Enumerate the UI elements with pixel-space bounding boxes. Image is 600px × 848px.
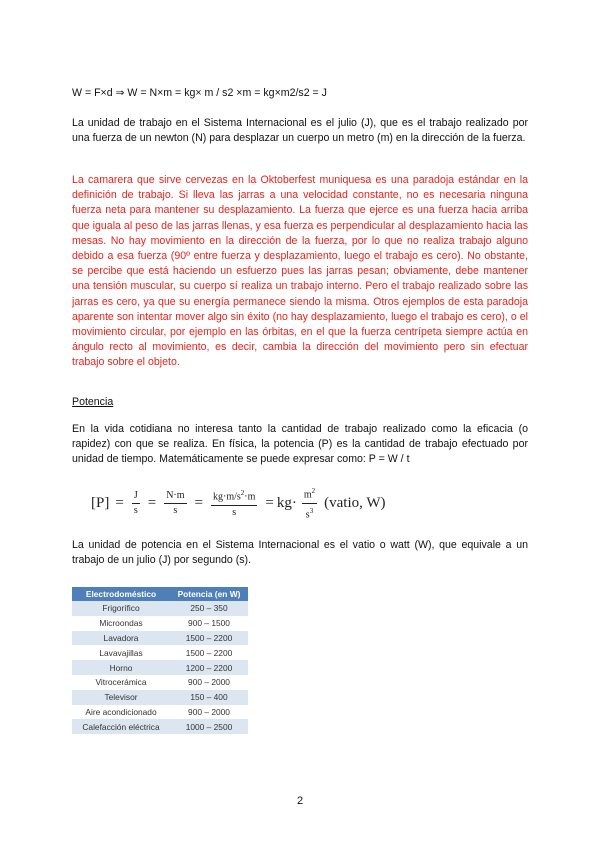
eq-sign-1: = [115, 494, 124, 511]
table-cell-power: 1200 – 2200 [170, 660, 248, 675]
paragraph-watt-definition: La unidad de potencia en el Sistema Internacional es el vatio o watt (W), que equivale a un trabajo de un julio (J) por segundo (s). [72, 539, 528, 567]
eq-f3-num-b: ·m [244, 491, 256, 503]
eq-f3-denominator: s [232, 506, 237, 518]
table-cell-power: 1000 – 2500 [170, 719, 248, 734]
eq-f4-denominator [306, 504, 313, 521]
table-cell-appliance: Calefacción eléctrica [72, 719, 170, 734]
table-cell-appliance: Horno [72, 660, 170, 675]
table-header-power: Potencia (en W) [170, 587, 248, 601]
eq-fraction-newton-metre [164, 490, 186, 517]
table-cell-power: 150 – 400 [170, 690, 248, 705]
table-cell-appliance: Lavadora [72, 631, 170, 646]
eq-rhs-unit: (vatio, W) [324, 494, 386, 511]
page-number: 2 [296, 795, 304, 807]
eq-sign-4: = [265, 494, 274, 511]
paragraph-oktoberfest-paradox: La camarera que sirve cervezas en la Oktoberfest muniquesa es una paradoja estándar en la definición de trabajo. Si lleva las jarras a una velocidad constante, no es necesaria ninguna fuerza neta para mantener su desplazamiento. La fuerza que ejerce es una fuerza hacia arriba que iguala al peso de las jarras llenas, y esa fuerza es perpendicular al desplazamiento hacia las mesas. No hay movimiento en la dirección de la fuerza, por lo que no realiza trabajo alguno debido a esa fuerza (90º entre fuerza y desplazamiento, luego el trabajo es cero). No obstante, se percibe que está haciendo un esfuerzo pues las jarras pesan; obviamente, debe mantener una tensión muscular, su cuerpo sí realiza un trabajo interno. Pero el trabajo realizado sobre las jarras es cero, ya que su energía permanece siendo la misma. Otros ejemplos de esta paradoja aparente son intentar mover algo sin éxito (no hay desplazamiento, luego el trabajo es cero), o el movimiento circular, por ejemplo en las órbitas, en el que la fuerza centrípeta siempre actúa en ángulo recto al movimiento, es decir, cambia la dirección del movimiento pero sin efectuar trabajo sobre el objeto. [72, 174, 528, 369]
table-header-row [72, 587, 248, 601]
table-cell-power: 900 – 2000 [170, 675, 248, 690]
eq-lhs: [P] [91, 494, 110, 511]
table-cell-appliance: Vitrocerámica [72, 675, 170, 690]
eq-fraction-kg-m-s2 [211, 487, 257, 518]
table-cell-appliance: Microondas [72, 616, 170, 631]
eq-fraction-joule [132, 490, 140, 517]
eq-f2-numerator: N·m [164, 490, 186, 504]
table-cell-power: 1500 – 2200 [170, 631, 248, 646]
eq-f3-num-sup: 2 [240, 489, 245, 498]
table-cell-appliance: Televisor [72, 690, 170, 705]
table-row [72, 631, 248, 646]
eq-f1-numerator: J [132, 490, 140, 504]
table-cell-appliance: Frigorífico [72, 601, 170, 616]
eq-f3-numerator [211, 487, 257, 505]
power-units-equation [88, 480, 386, 526]
eq-f2-denominator: s [173, 504, 178, 516]
table-row [72, 660, 248, 675]
table-row [72, 719, 248, 734]
paragraph-power-definition: En la vida cotidiana no interesa tanto la cantidad de trabajo realizado como la eficacia (o rapidez) con que se realiza. En física, la potencia (P) es la cantidad de trabajo efectuado por unidad de tiempo. Matemáticamente se puede expresar como: P = W / t [72, 423, 528, 466]
eq-rhs-kg: kg· [276, 494, 297, 511]
table-row [72, 601, 248, 616]
table-cell-power: 250 – 350 [170, 601, 248, 616]
eq-sign-2: = [147, 494, 157, 511]
eq-f4-den-sup: 3 [309, 506, 314, 515]
appliance-power-table [72, 587, 248, 734]
eq-f4-den-a: s [305, 508, 310, 520]
table-row [72, 690, 248, 705]
table-row [72, 675, 248, 690]
table-cell-power: 900 – 1500 [170, 616, 248, 631]
eq-f4-num-sup: 2 [311, 487, 316, 496]
eq-fraction-m2-s3 [302, 485, 317, 521]
eq-sign-3: = [194, 494, 203, 511]
eq-f4-num-a: m [303, 489, 312, 501]
work-formula-line: W = F×d ⇒ W = N×m = kg× m / s2 ×m = kg×m2/s2 = J [72, 87, 327, 99]
table-row [72, 705, 248, 720]
eq-f1-denominator: s [133, 504, 138, 516]
table-cell-appliance: Lavavajillas [72, 645, 170, 660]
table-row [72, 645, 248, 660]
table-cell-appliance: Aire acondicionado [72, 705, 170, 720]
table-header-appliance: Electrodoméstico [72, 587, 170, 601]
section-heading-potencia: Potencia [72, 396, 114, 408]
eq-f4-numerator [302, 485, 317, 503]
table-row [72, 616, 248, 631]
table-cell-power: 1500 – 2200 [170, 645, 248, 660]
paragraph-work-unit: La unidad de trabajo en el Sistema Internacional es el julio (J), que es el trabajo realizado por una fuerza de un newton (N) para desplazar un cuerpo un metro (m) en la dirección de la fuerza. [72, 117, 528, 145]
eq-f3-num-a: kg·m/s [213, 491, 241, 503]
table-cell-power: 900 – 2000 [170, 705, 248, 720]
